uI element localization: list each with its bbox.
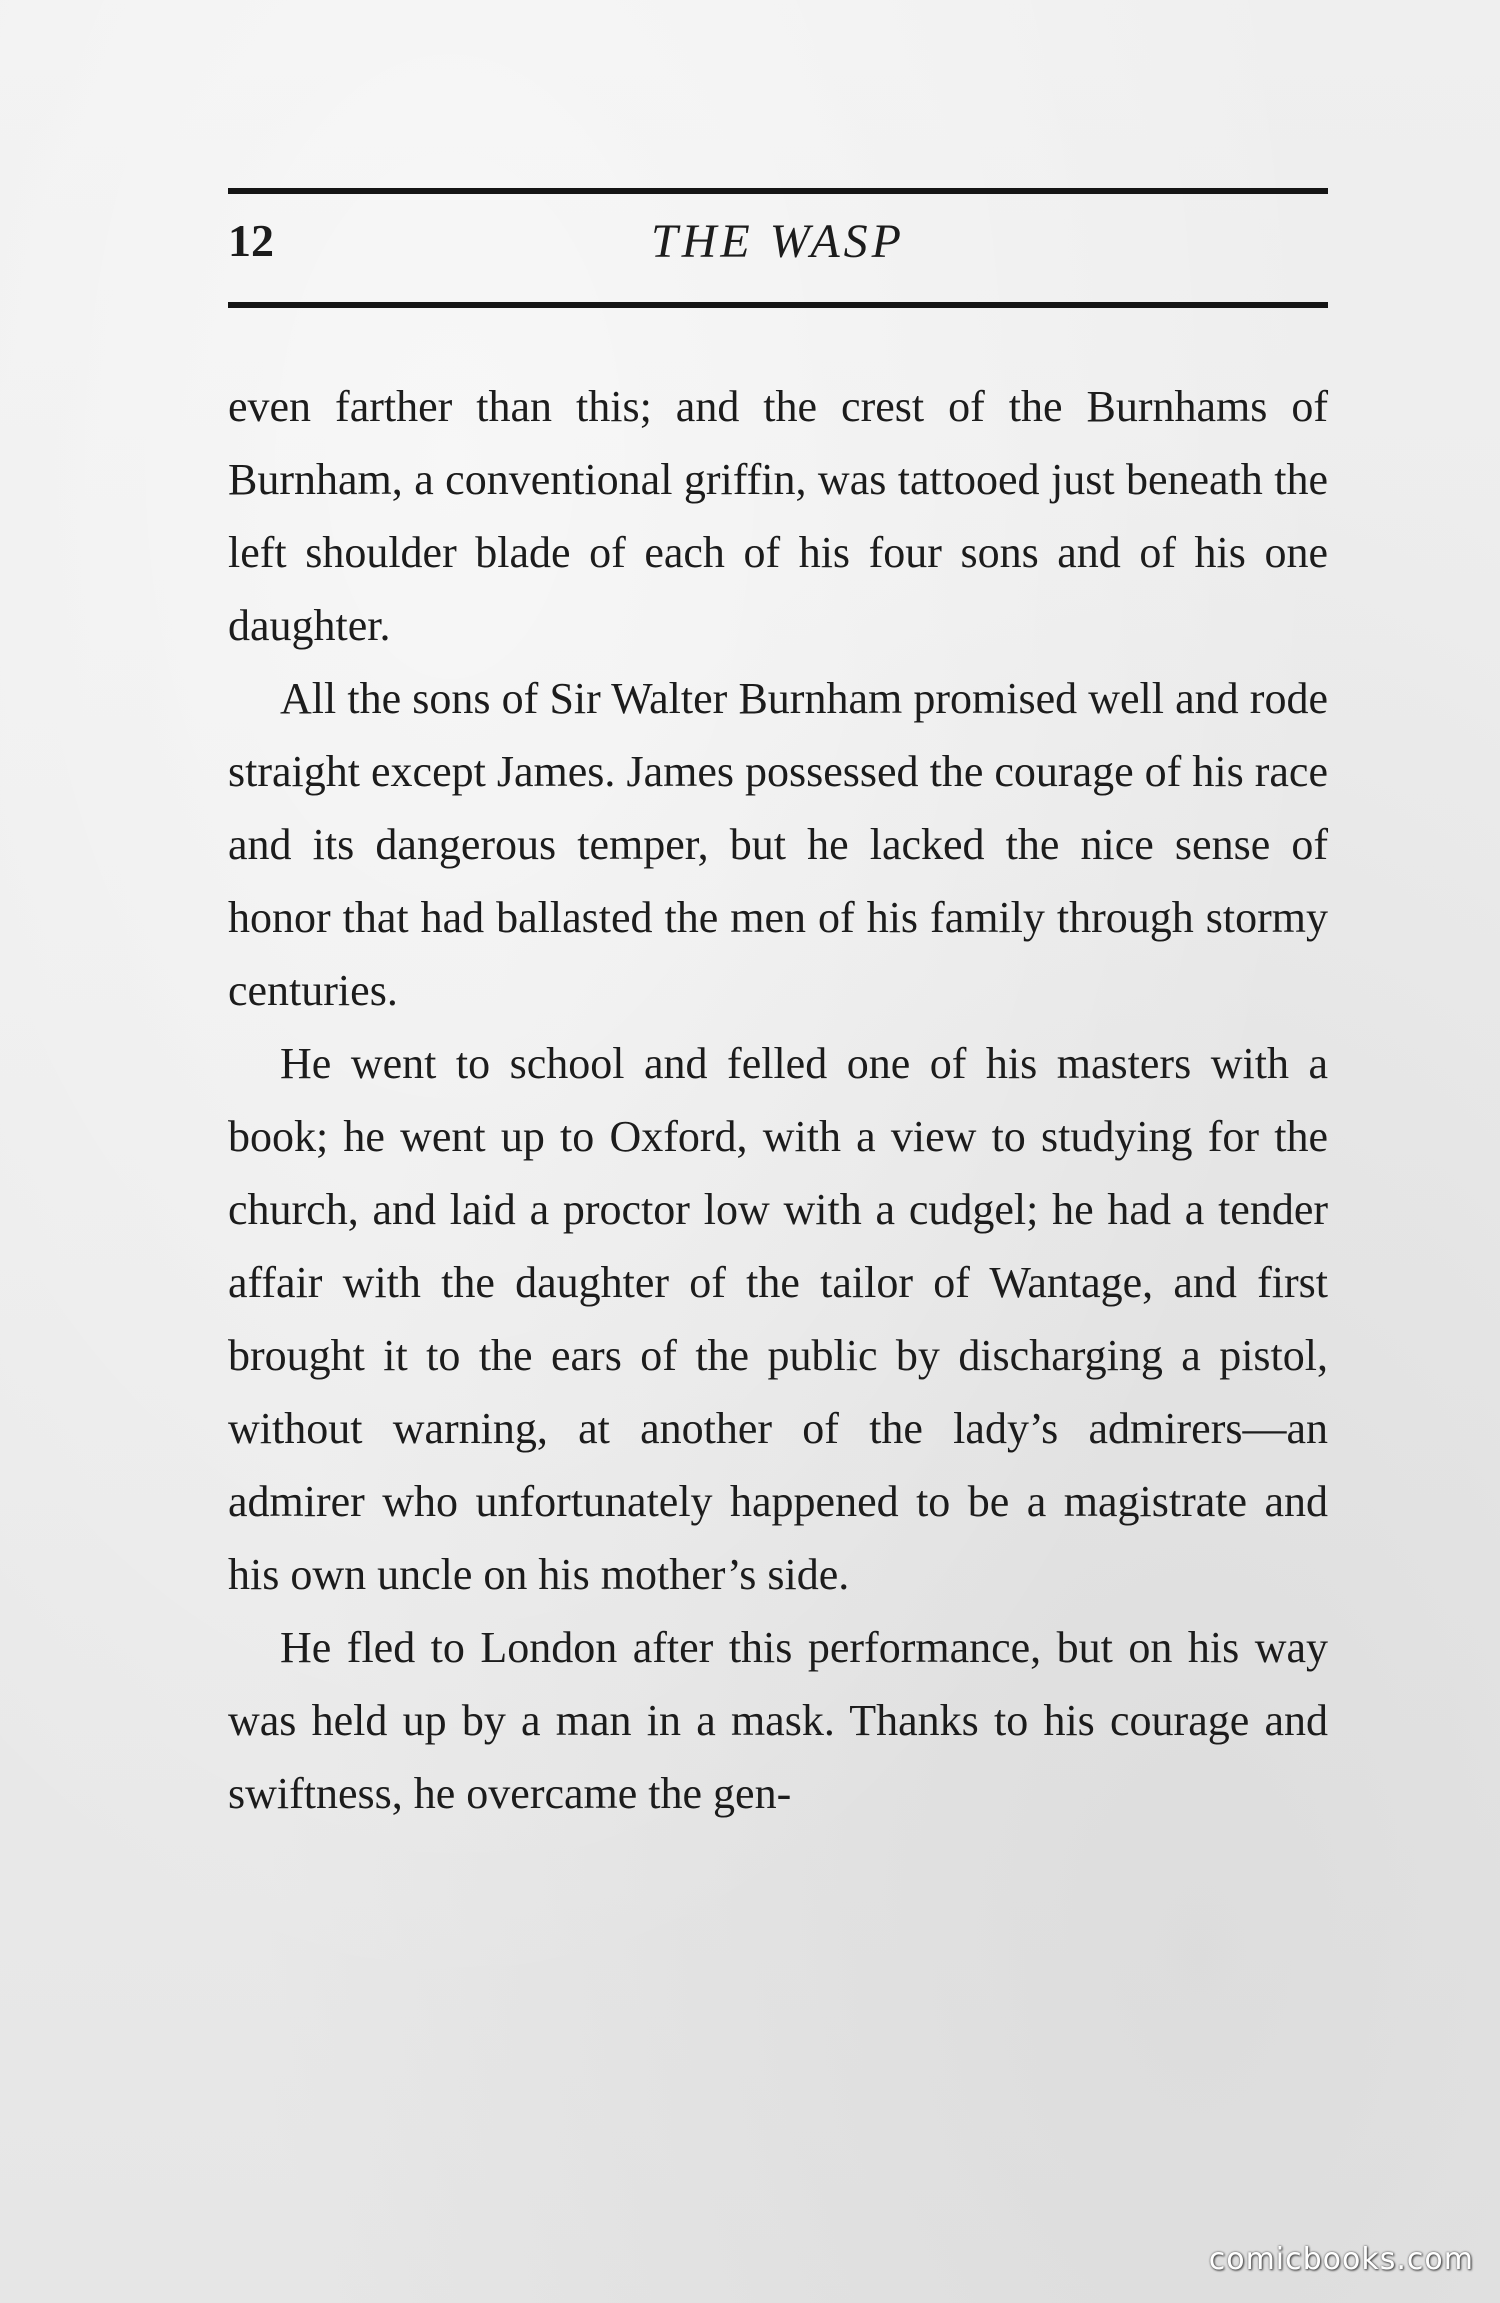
body-text <box>228 370 1328 1830</box>
paragraph: All the sons of Sir Walter Burnham promised well and rode straight except James. James possessed the courage of his race and its dangerous temper, but he lacked the nice sense of honor that had ballasted the men of his family through stormy centuries. <box>228 674 1328 1015</box>
paragraph-continued: even farther than this; and the crest of the Burnhams of Burnham, a conventional griffin, was tattooed just beneath the left shoulder blade of each of his four sons and of his one daughter. <box>228 382 1328 650</box>
paragraph: He fled to London after this performance, but on his way was held up by a man in a mask. Thanks to his courage and swiftness, he overcame the gen- <box>228 1623 1328 1818</box>
header-bottom-rule <box>228 302 1328 308</box>
paragraph: He went to school and felled one of his masters with a book; he went up to Oxford, with a view to studying for the church, and laid a proctor low with a cudgel; he had a tender affair with the daughter of the tailor of Wantage, and first brought it to the ears of the public by discharging a pistol, without warning, at another of the lady’s admirers—an admirer who unfortunately happened to be a magistrate and his own uncle on his mother’s side. <box>228 1039 1328 1599</box>
watermark-text: comicbooks.com <box>1208 2242 1474 2277</box>
header-top-rule <box>228 188 1328 194</box>
running-title: THE WASP <box>651 215 905 268</box>
page-number: 12 <box>228 215 274 266</box>
